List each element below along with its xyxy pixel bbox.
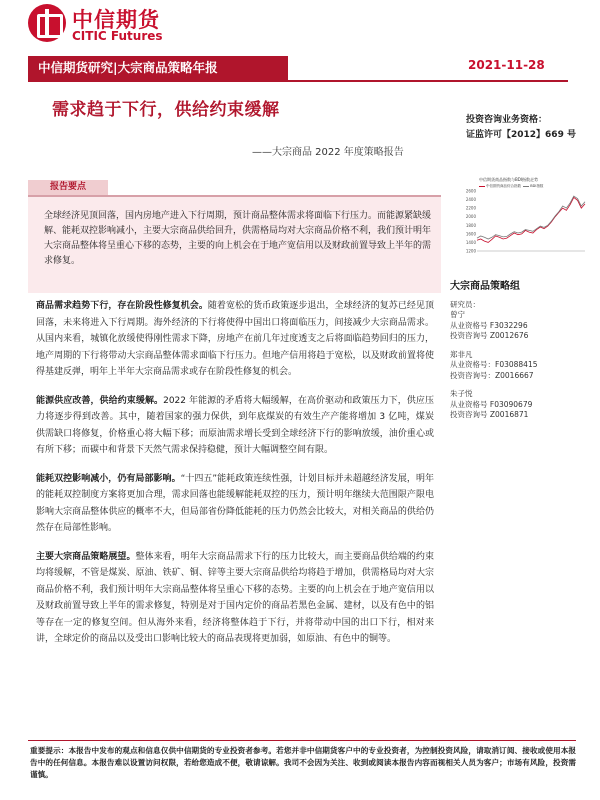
paragraph-text: 2022 年能源的矛盾将大幅缓解，在高价驱动和政策压力下，供应压力将逐步得到改善。其中，随着国家的强力保供，到年底煤炭的有效生产产能将增加 3 亿吨，煤炭供需缺口将修复，价格重心将大幅下移；而原油需求增长受到全球经济下行的影响放缓，油价重心或有所下移；而碳中和背景下天然气需求保持稳健，预计大幅调整空间有限。	[36, 395, 434, 455]
paragraph-lead: 主要大宗商品策略展望。	[36, 551, 136, 562]
analyst-role-label: 研究员：	[450, 299, 480, 309]
y-tick-label: 2400	[465, 197, 476, 203]
y-tick-label: 2600	[465, 188, 476, 194]
chart-title: 中信期货商品指数与BDI指数走势	[479, 177, 539, 182]
advisory-qualification	[466, 113, 576, 143]
y-tick-label: 1600	[465, 231, 476, 237]
analyst-cert: 投资咨询号：Z0016667	[450, 370, 534, 380]
analyst-cert: 投资咨询号 Z0012676	[450, 331, 529, 340]
y-tick-label: 2200	[465, 205, 476, 211]
body-paragraph	[36, 471, 434, 537]
analyst-name: 曾宁	[450, 310, 465, 319]
report-body	[36, 298, 434, 660]
analyst-cert: 从业资格号 F03090679	[450, 399, 533, 409]
report-title: 需求趋于下行，供给约束缓解	[52, 100, 280, 120]
summary-box	[28, 195, 441, 293]
body-paragraph	[36, 549, 434, 648]
chart-canvas	[461, 177, 589, 257]
analyst-entry	[450, 389, 590, 421]
y-tick-label: 1200	[465, 248, 476, 254]
analyst-entry	[450, 350, 590, 382]
analyst-cert: 从业资格号 F3032296	[450, 320, 528, 330]
y-tick-label: 1800	[465, 222, 476, 228]
logo-name-cn: 中信期货	[72, 8, 160, 32]
paragraph-text: 整体来看，明年大宗商品需求下行的压力比较大，而主要商品供给端的约束均将缓解，不管是煤炭、原油、铁矿、铜、锌等主要大宗商品供给均将趋于增加，供需格局均对大宗商品价格不利，我们预计明年大宗商品整体将呈重心下移的态势。主要的向上机会在于地产宽信用以及财政前置导致上半年的需求修复，特别是对于国内定价的商品若黑色金属、建材，以及有色中的铝等存在一定的修复空间。但从海外来看，经济将整体趋于下行，并将带动中国的出口下行，相对来讲，全球定价的商品以及受出口影响比较大的商品表现将更加弱，如原油、有色中的铜等。	[36, 551, 434, 644]
team-name: 大宗商品策略组	[450, 281, 520, 292]
analyst-entry	[450, 310, 590, 342]
analyst-cert: 从业资格号：F03088415	[450, 360, 538, 369]
company-logo	[28, 4, 198, 44]
analyst-sidebar	[450, 282, 590, 429]
disclaimer: 重要提示：本报告中发布的观点和信息仅供中信期货的专业投资者参考。若您并非中信期货客户中的专业投资者，为控制投资风险，请取消订阅、接收或使用本报告中的任何信息。本报告难以设置访问权限，若给您造成不便，敬请谅解。我司不会因为关注、收到或阅读本报告内容而视相关人员为客户；市场有风险，投资需谨慎。	[30, 746, 576, 779]
legend-series-2: BDI指数	[530, 184, 544, 188]
analyst-name: 郑非凡	[450, 349, 473, 359]
footer-divider	[28, 740, 576, 741]
commodity-index-chart	[461, 177, 589, 257]
y-tick-label: 2000	[465, 214, 476, 220]
body-paragraph	[36, 393, 434, 459]
paragraph-text: 随着宽松的货币政策逐步退出，全球经济的复苏已经见顶回落，未来将进入下行周期。海外经济的下行将使得中国出口将面临压力，间接减少大宗商品需求。从国内来看，城镇化放缓使得刚性需求下降，房地产在前几年过度透支之后将面临趋势回归的压力，地产周期的下行将带动大宗商品整体需求面临下行压力。但地产信用将趋于宽松，以及财政前置将使得基建反弹，明年上半年大宗商品需求或存在阶段性修复的机会。	[36, 301, 434, 377]
report-series-banner: 中信期货研究|大宗商品策略年报	[28, 56, 288, 80]
logo-name-en: CITIC Futures	[72, 29, 163, 43]
paragraph-lead: 能耗双控影响减小，仍有局部影响。	[36, 473, 181, 484]
report-subtitle: ——大宗商品 2022 年度策略报告	[252, 147, 404, 158]
chart-legend	[479, 184, 543, 189]
advisory-line-1: 投资咨询业务资格：	[466, 115, 548, 125]
report-date: 2021-11-28	[468, 58, 545, 72]
summary-tag: 报告要点	[28, 180, 108, 195]
paragraph-lead: 能源供应改善，供给约束缓解。	[36, 395, 164, 406]
citic-logo-icon	[28, 4, 66, 42]
header-divider	[28, 80, 568, 82]
paragraph-lead: 商品需求趋势下行，存在阶段性修复机会。	[36, 301, 208, 311]
y-tick-label: 1400	[465, 239, 476, 245]
paragraph-text: “十四五”能耗政策连续性强，计划目标并未超越经济发展，明年的能耗双控制度方案将更加合理，需求回落也能缓解能耗双控的压力，预计明年继续大范围限产限电影响大宗商品整体供应的概率不大，但局部省份降低能耗的压力仍然会比较大，对相关商品的供给仍然存在局部性影响。	[36, 473, 434, 533]
summary-text: 全球经济见顶回落，国内房地产进入下行周期，预计商品整体需求将面临下行压力。而能源紧缺缓解、能耗双控影响减小，主要大宗商品供给回升，供需格局均对大宗商品价格不利，我们预计明年大宗商品整体将呈重心下移的态势，主要的向上机会在于地产宽信用以及财政前置导致上半年的需求修复。	[44, 211, 432, 266]
body-paragraph	[36, 298, 434, 381]
advisory-line-2: 证监许可【2012】669 号	[466, 130, 576, 140]
analyst-name: 朱子悦	[450, 389, 473, 398]
legend-series-1: 中信期货商品综合指数	[486, 184, 521, 188]
analyst-cert: 投资咨询号 Z0016871	[450, 410, 529, 419]
